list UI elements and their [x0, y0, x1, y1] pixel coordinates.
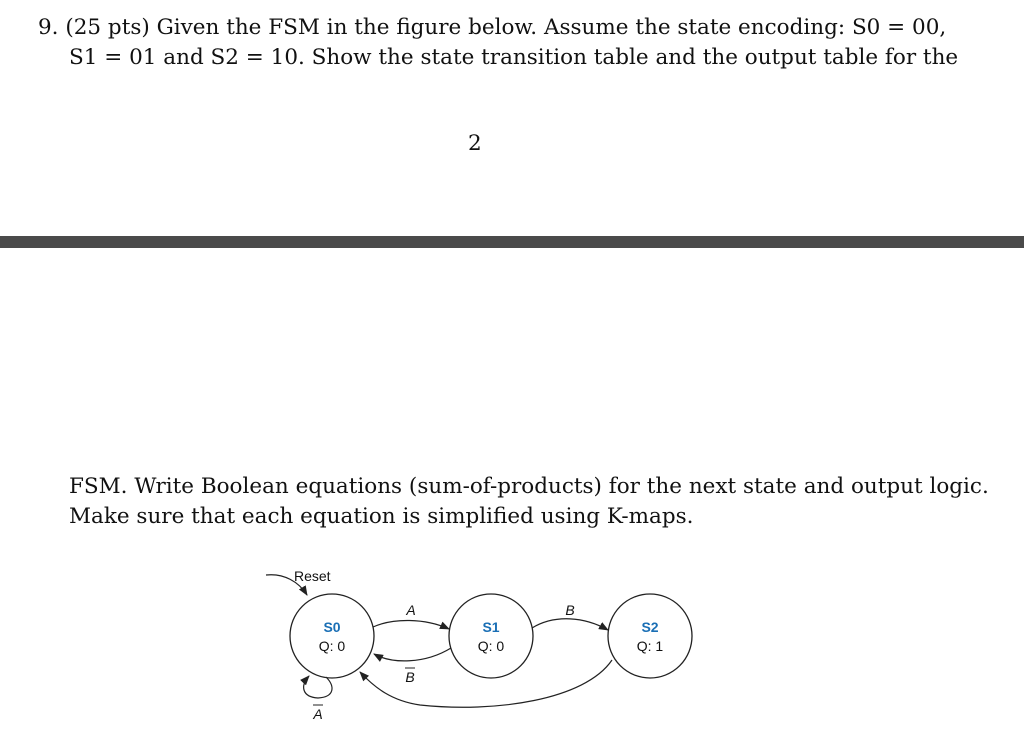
state-s0 — [290, 594, 374, 678]
transition-s1-s2 — [532, 619, 608, 630]
state-s0-name: S0 — [323, 619, 341, 635]
reset-label: Reset — [294, 568, 331, 584]
transition-s1-s2-label: B — [565, 602, 575, 618]
continuation-line-2: Make sure that each equation is simplified using K-maps. — [69, 504, 694, 529]
state-s0-output: Q: 0 — [318, 638, 346, 654]
page-number: 2 — [468, 131, 482, 156]
state-s1 — [449, 594, 533, 678]
transition-s1-s0 — [374, 648, 451, 661]
state-s1-output: Q: 0 — [477, 638, 505, 654]
transition-s1-s0-label: B — [405, 669, 415, 685]
state-s2-output: Q: 1 — [636, 638, 664, 654]
transition-s0-s1 — [373, 620, 449, 629]
transition-s0-self-label: A — [313, 706, 323, 722]
question-line-1: 9. (25 pts) Given the FSM in the figure below. Assume the state encoding: S0 = 00, — [38, 15, 947, 40]
question-line-2: S1 = 01 and S2 = 10. Show the state transition table and the output table for the — [69, 45, 959, 70]
continuation-line-1: FSM. Write Boolean equations (sum-of-products) for the next state and output logic. — [69, 474, 989, 499]
transition-s0-self — [304, 676, 332, 698]
state-s1-name: S1 — [482, 619, 500, 635]
transition-s0-s1-label: A — [406, 602, 416, 618]
state-s2 — [608, 594, 692, 678]
state-s2-name: S2 — [641, 619, 659, 635]
